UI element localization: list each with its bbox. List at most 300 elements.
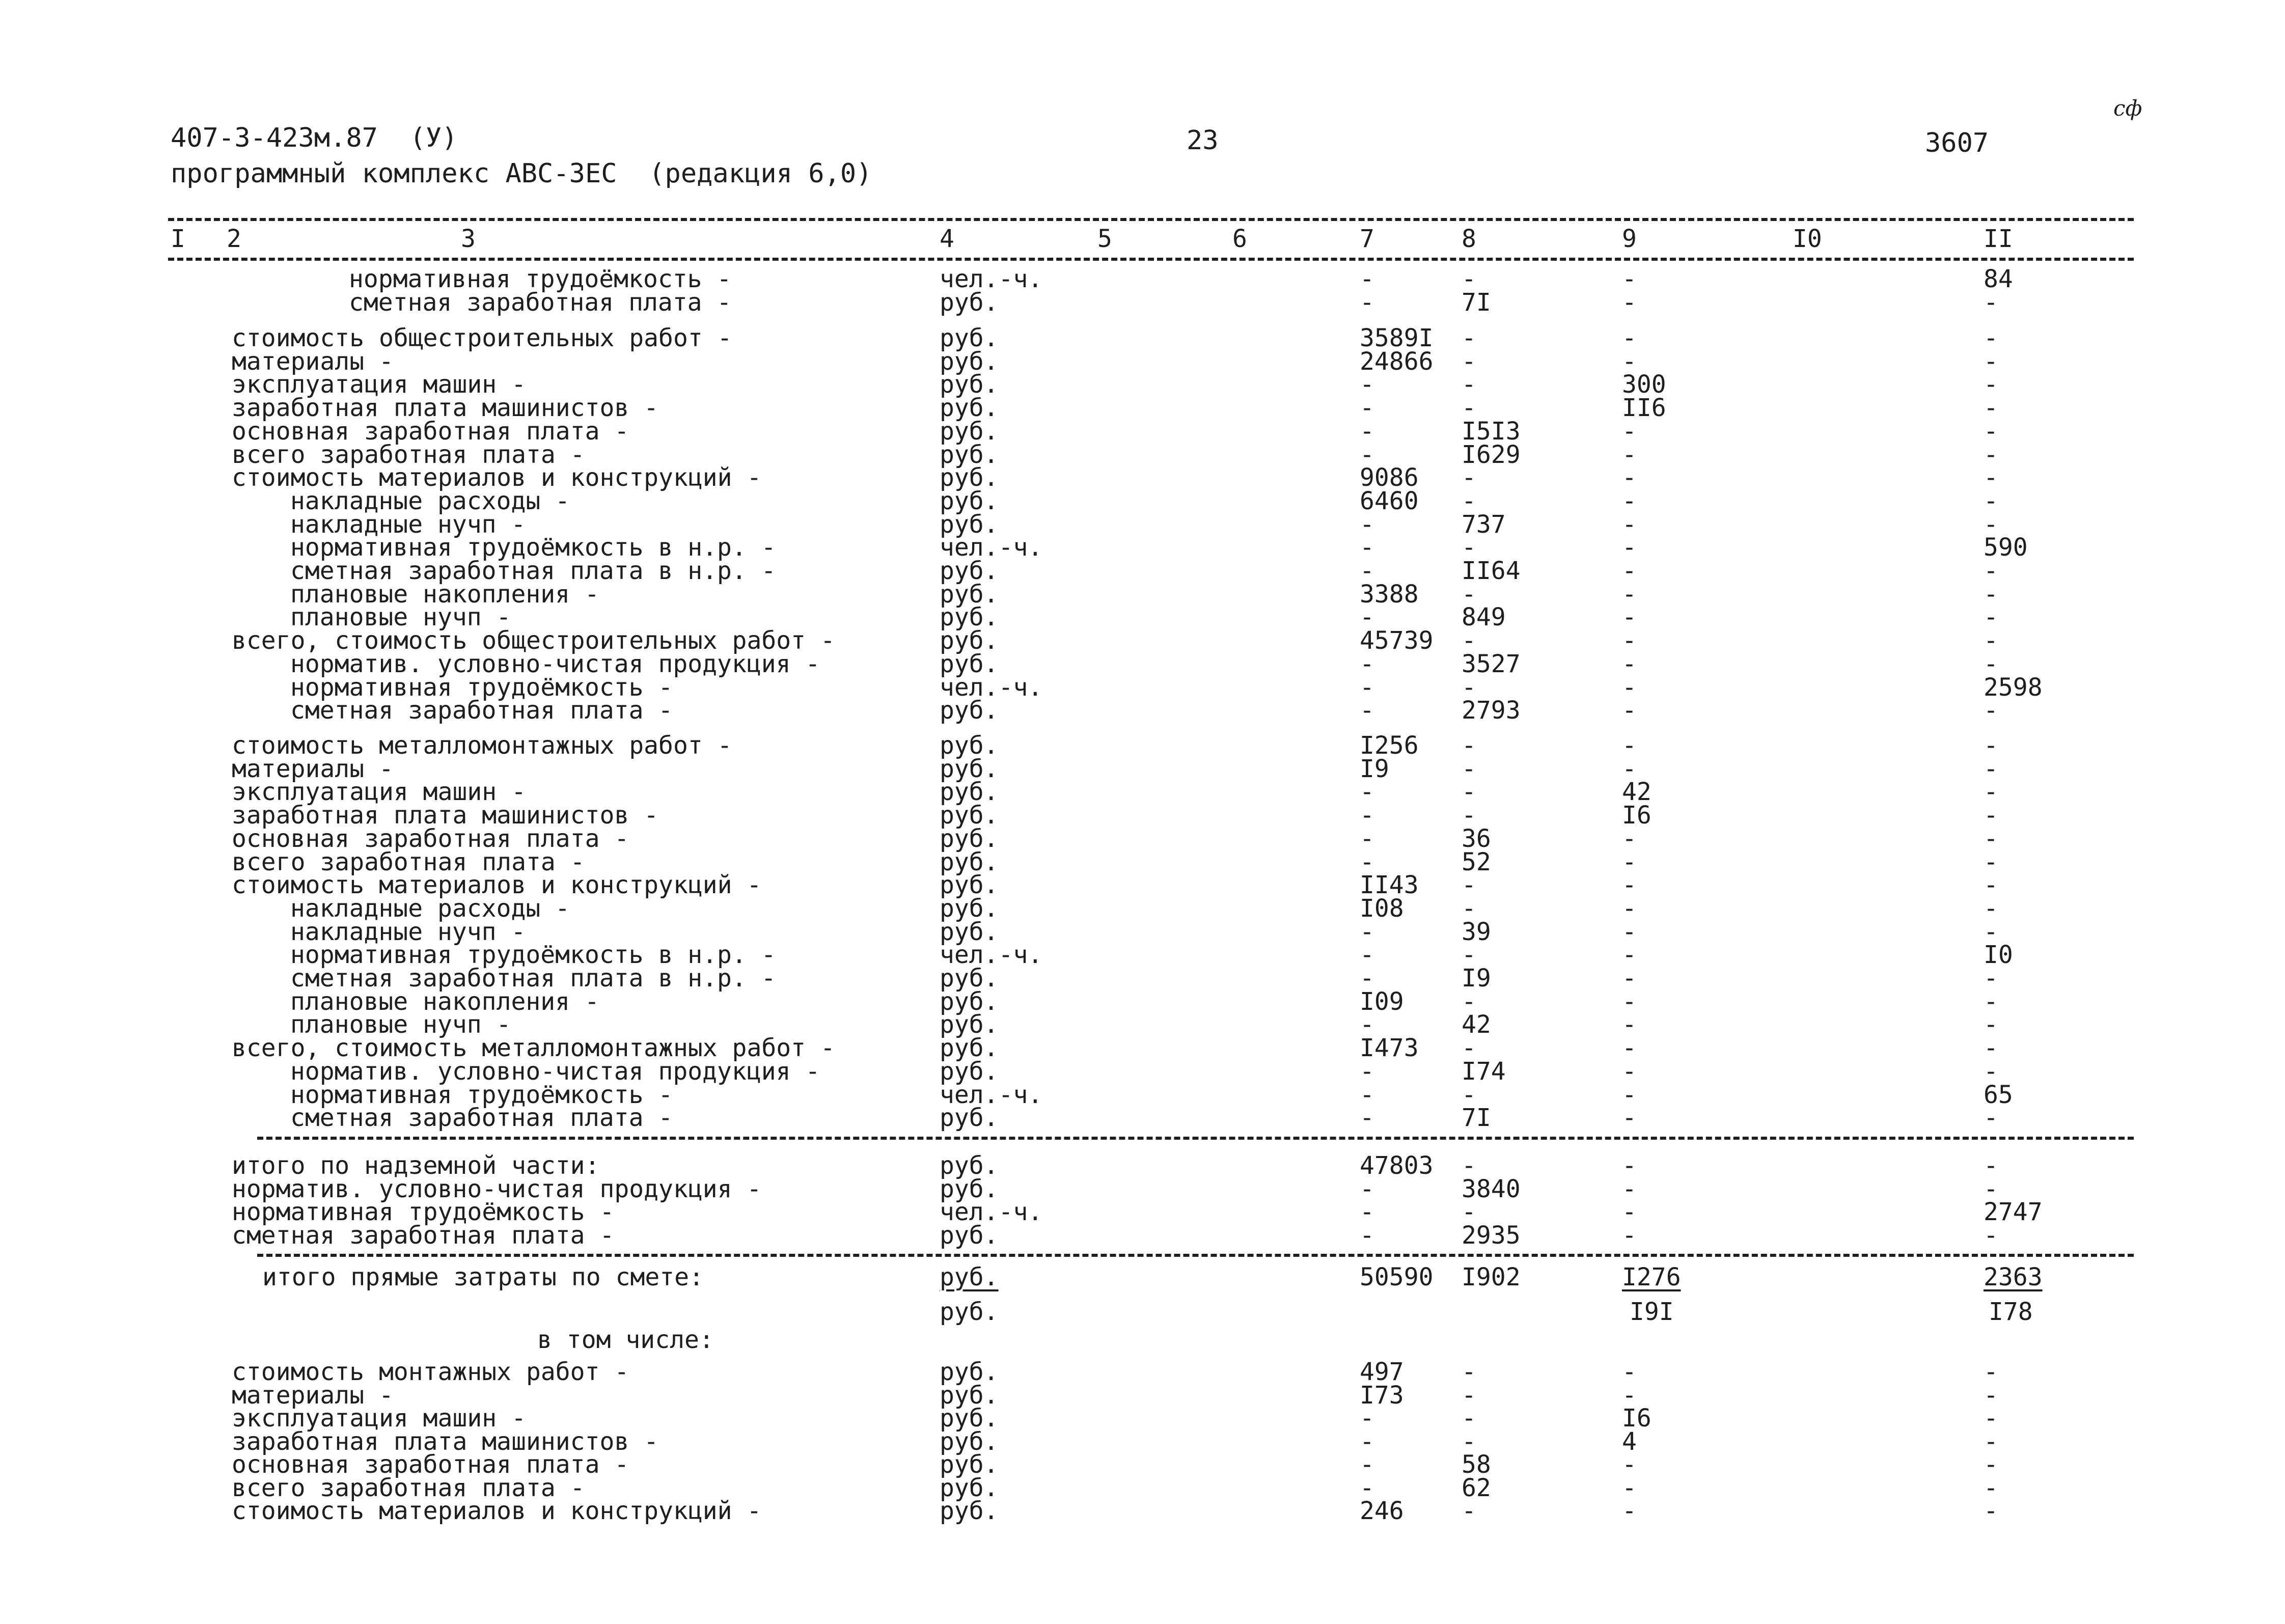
including-row-label: материалы -: [232, 1381, 394, 1410]
row-col8: 2935: [1462, 1221, 1521, 1250]
row-col9: -: [1622, 1080, 1637, 1109]
row-unit: чел.-ч.: [940, 673, 1043, 702]
row-col8: 42: [1462, 1010, 1491, 1039]
row-col8: 52: [1462, 847, 1491, 876]
including-row-col7: I73: [1360, 1381, 1404, 1410]
row-col11: -: [1984, 871, 1998, 900]
row-col7: I473: [1360, 1034, 1419, 1063]
column-number: 6: [1232, 225, 1247, 253]
row-col11: -: [1984, 964, 1998, 993]
row-col9: -: [1622, 580, 1637, 609]
row-unit: руб.: [940, 964, 999, 993]
row-col8: -: [1462, 1034, 1476, 1063]
row-label: плановые накопления -: [290, 580, 599, 609]
row-col7: -: [1360, 649, 1374, 678]
row-col9: -: [1622, 1010, 1637, 1039]
row-col11: -: [1984, 696, 1998, 725]
row-col9: -: [1622, 871, 1637, 900]
row-col8: -: [1462, 370, 1476, 399]
row-col11: -: [1984, 1104, 1998, 1133]
including-row-label: всего заработная плата -: [232, 1473, 585, 1502]
row-col9: -: [1622, 1151, 1637, 1180]
row-unit: руб.: [940, 370, 999, 399]
row-col9: -: [1622, 754, 1637, 783]
header-dashed-rule: [168, 258, 2134, 261]
row-col11: -: [1984, 626, 1998, 655]
row-col11: -: [1984, 1034, 1998, 1063]
direct-costs-col7: 50590: [1360, 1263, 1434, 1291]
row-col8: 737: [1462, 510, 1506, 539]
row-unit: руб.: [940, 1057, 999, 1086]
row-col7: I08: [1360, 894, 1404, 923]
row-col11: -: [1984, 847, 1998, 876]
row-col11: 84: [1984, 265, 2013, 293]
row-col9: -: [1622, 941, 1637, 970]
row-unit: руб.: [940, 510, 999, 539]
row-label: плановые нучп -: [290, 603, 511, 632]
row-col11: -: [1984, 1057, 1998, 1086]
row-label: эксплуатация машин -: [232, 778, 526, 807]
row-col7: 3388: [1360, 580, 1419, 609]
row-col8: -: [1462, 486, 1476, 515]
row-label: стоимость общестроительных работ -: [232, 324, 732, 352]
row-col7: 9086: [1360, 463, 1419, 492]
row-col9: -: [1622, 265, 1637, 293]
row-unit: руб.: [940, 894, 999, 923]
row-col7: I256: [1360, 731, 1419, 760]
row-label: всего, стоимость общестроительных работ -: [232, 626, 835, 655]
row-col9: -: [1622, 463, 1637, 492]
row-col11: -: [1984, 324, 1998, 352]
including-row-col8: -: [1462, 1404, 1476, 1433]
row-col7: -: [1360, 1010, 1374, 1039]
row-col11: -: [1984, 778, 1998, 807]
row-col8: I5I3: [1462, 417, 1521, 446]
row-col11: 65: [1984, 1080, 2013, 1109]
row-col9: -: [1622, 696, 1637, 725]
row-unit: руб.: [940, 580, 999, 609]
row-unit: руб.: [940, 987, 999, 1016]
direct-costs-col9-bottom: I9I: [1630, 1298, 1674, 1326]
including-label: в том числе:: [537, 1326, 714, 1354]
row-label: накладные расходы -: [290, 486, 570, 515]
row-col7: -: [1360, 1104, 1374, 1133]
row-label: основная заработная плата -: [232, 417, 629, 446]
section-dashed-rule: [257, 1137, 2134, 1140]
row-label: стоимость материалов и конструкций -: [232, 463, 762, 492]
row-label: накладные расходы -: [290, 894, 570, 923]
row-label: всего заработная плата -: [232, 440, 585, 469]
row-label: основная заработная плата -: [232, 824, 629, 853]
row-col8: 3527: [1462, 649, 1521, 678]
column-number: I0: [1793, 225, 1822, 253]
top-dashed-rule: [168, 218, 2134, 221]
including-row-unit: руб.: [940, 1497, 999, 1525]
row-label: итого по надземной части:: [232, 1151, 600, 1180]
row-unit: руб.: [940, 917, 999, 946]
row-label: нормативная трудоёмкость -: [349, 265, 732, 293]
row-label: стоимость материалов и конструкций -: [232, 871, 762, 900]
including-row-col9: -: [1622, 1450, 1637, 1479]
row-unit: руб.: [940, 847, 999, 876]
row-col9: -: [1622, 1174, 1637, 1203]
including-row-col9: I6: [1622, 1404, 1651, 1433]
row-unit: руб.: [940, 347, 999, 376]
row-col9: I6: [1622, 801, 1651, 830]
row-col7: -: [1360, 801, 1374, 830]
including-row-col8: -: [1462, 1427, 1476, 1456]
row-col9: II6: [1622, 394, 1666, 423]
row-label: всего заработная плата -: [232, 847, 585, 876]
including-row-col9: -: [1622, 1497, 1637, 1525]
row-col9: -: [1622, 557, 1637, 585]
row-col11: 2598: [1984, 673, 2043, 702]
row-col11: -: [1984, 801, 1998, 830]
row-col8: 39: [1462, 917, 1491, 946]
row-col7: -: [1360, 917, 1374, 946]
row-col7: 24866: [1360, 347, 1434, 376]
row-col9: -: [1622, 649, 1637, 678]
column-number: 2: [227, 225, 241, 253]
row-col7: -: [1360, 778, 1374, 807]
column-number: 8: [1462, 225, 1476, 253]
row-col9: -: [1622, 824, 1637, 853]
including-row-col7: 497: [1360, 1358, 1404, 1386]
row-col8: -: [1462, 533, 1476, 562]
row-col8: -: [1462, 871, 1476, 900]
including-row-col9: 4: [1622, 1427, 1637, 1456]
row-col8: -: [1462, 347, 1476, 376]
including-row-col8: 62: [1462, 1473, 1491, 1502]
row-col7: -: [1360, 394, 1374, 423]
row-col11: -: [1984, 417, 1998, 446]
row-label: заработная плата машинистов -: [232, 394, 659, 423]
row-label: всего, стоимость металломонтажных работ -: [232, 1034, 835, 1063]
row-unit: руб.: [940, 649, 999, 678]
row-label: материалы -: [232, 754, 394, 783]
row-col11: -: [1984, 557, 1998, 585]
row-label: нормативная трудоёмкость в н.р. -: [290, 533, 776, 562]
row-col7: -: [1360, 265, 1374, 293]
row-col11: 2747: [1984, 1198, 2043, 1227]
row-unit: руб.: [940, 871, 999, 900]
row-col11: -: [1984, 1174, 1998, 1203]
row-col11: -: [1984, 440, 1998, 469]
row-label: сметная заработная плата в н.р. -: [290, 557, 776, 585]
row-label: материалы -: [232, 347, 394, 376]
row-col9: -: [1622, 964, 1637, 993]
row-col7: II43: [1360, 871, 1419, 900]
including-row-col8: -: [1462, 1358, 1476, 1386]
row-col7: -: [1360, 1198, 1374, 1227]
row-unit: руб.: [940, 394, 999, 423]
row-label: нормативная трудоёмкость -: [290, 673, 673, 702]
row-label: сметная заработная плата -: [290, 696, 673, 725]
row-col9: -: [1622, 847, 1637, 876]
including-row-col9: -: [1622, 1381, 1637, 1410]
row-col9: -: [1622, 917, 1637, 946]
row-col9: -: [1622, 894, 1637, 923]
including-row-col11: -: [1984, 1381, 1998, 1410]
totals-dashed-rule: [257, 1254, 2134, 1257]
row-label: сметная заработная плата -: [290, 1104, 673, 1133]
row-unit: чел.-ч.: [940, 1080, 1043, 1109]
row-col7: -: [1360, 1174, 1374, 1203]
row-col7: -: [1360, 603, 1374, 632]
row-col7: -: [1360, 440, 1374, 469]
row-unit: руб.: [940, 696, 999, 725]
row-label: эксплуатация машин -: [232, 370, 526, 399]
row-col11: -: [1984, 894, 1998, 923]
including-row-col11: -: [1984, 1427, 1998, 1456]
row-col11: -: [1984, 824, 1998, 853]
row-col9: -: [1622, 417, 1637, 446]
row-col8: -: [1462, 731, 1476, 760]
direct-costs-col8: I902: [1462, 1263, 1521, 1291]
including-row-col11: -: [1984, 1450, 1998, 1479]
row-unit: руб.: [940, 1010, 999, 1039]
row-label: плановые нучп -: [290, 1010, 511, 1039]
column-number: I: [171, 225, 185, 253]
including-row-col7: -: [1360, 1473, 1374, 1502]
row-label: нормативная трудоёмкость -: [290, 1080, 673, 1109]
row-col11: -: [1984, 1221, 1998, 1250]
row-col11: -: [1984, 754, 1998, 783]
including-row-unit: руб.: [940, 1450, 999, 1479]
row-unit: чел.-ч.: [940, 533, 1043, 562]
row-col8: -: [1462, 265, 1476, 293]
row-unit: руб.: [940, 1174, 999, 1203]
column-number: 5: [1097, 225, 1112, 253]
row-col8: I629: [1462, 440, 1521, 469]
row-label: нормативная трудоёмкость -: [232, 1198, 615, 1227]
row-unit: руб.: [940, 463, 999, 492]
row-col8: -: [1462, 941, 1476, 970]
including-row-col8: 58: [1462, 1450, 1491, 1479]
including-row-unit: руб.: [940, 1358, 999, 1386]
direct-costs-col9-top: I276: [1622, 1263, 1681, 1291]
row-col11: -: [1984, 603, 1998, 632]
row-label: норматив. условно-чистая продукция -: [232, 1174, 762, 1203]
row-label: норматив. условно-чистая продукция -: [290, 649, 820, 678]
row-col9: -: [1622, 1198, 1637, 1227]
row-col7: -: [1360, 533, 1374, 562]
row-unit: руб.: [940, 603, 999, 632]
direct-costs-label: итого прямые затраты по смете:: [262, 1263, 704, 1291]
including-row-label: эксплуатация машин -: [232, 1404, 526, 1433]
row-col8: 7I: [1462, 1104, 1491, 1133]
row-col11: -: [1984, 370, 1998, 399]
row-label: накладные нучп -: [290, 510, 526, 539]
direct-costs-col11-top: 2363: [1984, 1263, 2043, 1291]
row-unit: руб.: [940, 1151, 999, 1180]
page-number: 23: [1187, 125, 1219, 156]
row-label: сметная заработная плата -: [232, 1221, 615, 1250]
row-col9: 42: [1622, 778, 1651, 807]
row-col8: 36: [1462, 824, 1491, 853]
row-col7: -: [1360, 557, 1374, 585]
row-label: нормативная трудоёмкость в н.р. -: [290, 941, 776, 970]
row-unit: руб.: [940, 731, 999, 760]
including-row-unit: руб.: [940, 1473, 999, 1502]
row-col9: -: [1622, 440, 1637, 469]
row-col8: -: [1462, 580, 1476, 609]
row-col11: -: [1984, 394, 1998, 423]
row-col11: -: [1984, 731, 1998, 760]
program-line: программный комплекс АВС-ЗЕС (редакция 6,0): [171, 158, 872, 189]
row-col8: -: [1462, 324, 1476, 352]
row-col9: -: [1622, 987, 1637, 1016]
row-col11: -: [1984, 288, 1998, 317]
row-col9: -: [1622, 1034, 1637, 1063]
row-unit: руб.: [940, 778, 999, 807]
including-row-unit: руб.: [940, 1404, 999, 1433]
including-row-col11: -: [1984, 1473, 1998, 1502]
row-col9: -: [1622, 510, 1637, 539]
row-col7: -: [1360, 673, 1374, 702]
row-col7: -: [1360, 847, 1374, 876]
corner-mark: сф: [2113, 96, 2142, 121]
column-number: II: [1984, 225, 2013, 253]
including-row-col9: -: [1622, 1358, 1637, 1386]
row-col8: -: [1462, 801, 1476, 830]
sheet-number: 3607: [1925, 128, 1989, 158]
row-unit: руб.: [940, 824, 999, 853]
row-col7: -: [1360, 941, 1374, 970]
row-col7: -: [1360, 417, 1374, 446]
row-col7: -: [1360, 288, 1374, 317]
column-number: 7: [1360, 225, 1374, 253]
row-col9: -: [1622, 603, 1637, 632]
direct-costs-col11-bottom: I78: [1989, 1298, 2033, 1326]
row-col7: -: [1360, 510, 1374, 539]
row-col9: -: [1622, 324, 1637, 352]
row-col9: -: [1622, 347, 1637, 376]
row-col7: 45739: [1360, 626, 1434, 655]
doc-code: 407-3-423м.87 (У): [171, 123, 458, 153]
row-label: норматив. условно-чистая продукция -: [290, 1057, 820, 1086]
row-col11: -: [1984, 486, 1998, 515]
row-col8: -: [1462, 778, 1476, 807]
row-col7: -: [1360, 370, 1374, 399]
row-unit: руб.: [940, 1104, 999, 1133]
row-col8: I74: [1462, 1057, 1506, 1086]
including-row-col7: 246: [1360, 1497, 1404, 1525]
row-col11: -: [1984, 1151, 1998, 1180]
row-unit: руб.: [940, 417, 999, 446]
including-row-unit: руб.: [940, 1381, 999, 1410]
including-row-col7: -: [1360, 1427, 1374, 1456]
column-number: 4: [940, 225, 954, 253]
row-col11: -: [1984, 987, 1998, 1016]
row-col9: -: [1622, 731, 1637, 760]
row-col11: -: [1984, 580, 1998, 609]
row-col8: -: [1462, 1080, 1476, 1109]
row-col8: 7I: [1462, 288, 1491, 317]
row-col11: -: [1984, 510, 1998, 539]
row-unit: руб.: [940, 626, 999, 655]
column-number: 3: [461, 225, 476, 253]
row-unit: руб.: [940, 557, 999, 585]
row-unit: руб.: [940, 801, 999, 830]
including-row-label: стоимость монтажных работ -: [232, 1358, 629, 1386]
including-row-label: основная заработная плата -: [232, 1450, 629, 1479]
row-unit: руб.: [940, 754, 999, 783]
row-col7: -: [1360, 824, 1374, 853]
row-col8: -: [1462, 1198, 1476, 1227]
row-col7: I09: [1360, 987, 1404, 1016]
row-col9: -: [1622, 533, 1637, 562]
row-col8: 849: [1462, 603, 1506, 632]
row-col7: -: [1360, 1221, 1374, 1250]
direct-costs-unit-2: руб.: [940, 1298, 999, 1326]
row-col7: -: [1360, 1080, 1374, 1109]
row-col11: 590: [1984, 533, 2028, 562]
including-row-col11: -: [1984, 1358, 1998, 1386]
row-label: плановые накопления -: [290, 987, 599, 1016]
row-label: накладные нучп -: [290, 917, 526, 946]
row-unit: руб.: [940, 1221, 999, 1250]
row-col8: 2793: [1462, 696, 1521, 725]
including-row-col8: -: [1462, 1381, 1476, 1410]
row-col7: 3589I: [1360, 324, 1434, 352]
row-col9: -: [1622, 288, 1637, 317]
row-label: заработная плата машинистов -: [232, 801, 659, 830]
row-col7: 47803: [1360, 1151, 1434, 1180]
row-unit: руб.: [940, 1034, 999, 1063]
row-unit: руб.: [940, 288, 999, 317]
row-unit: чел.-ч.: [940, 265, 1043, 293]
row-col7: -: [1360, 964, 1374, 993]
row-col7: -: [1360, 696, 1374, 725]
row-col8: -: [1462, 1151, 1476, 1180]
row-unit: руб.: [940, 440, 999, 469]
row-col9: -: [1622, 486, 1637, 515]
row-label: сметная заработная плата -: [349, 288, 732, 317]
row-col9: -: [1622, 1104, 1637, 1133]
row-col8: -: [1462, 394, 1476, 423]
row-col8: I9: [1462, 964, 1491, 993]
row-col11: -: [1984, 1010, 1998, 1039]
row-col11: -: [1984, 463, 1998, 492]
row-col8: -: [1462, 673, 1476, 702]
including-row-col8: -: [1462, 1497, 1476, 1525]
row-col8: -: [1462, 987, 1476, 1016]
row-col8: -: [1462, 463, 1476, 492]
row-col11: -: [1984, 917, 1998, 946]
including-row-col11: -: [1984, 1404, 1998, 1433]
including-row-col9: -: [1622, 1473, 1637, 1502]
row-col7: -: [1360, 1057, 1374, 1086]
row-col9: -: [1622, 1057, 1637, 1086]
row-col9: 300: [1622, 370, 1666, 399]
row-unit: руб.: [940, 486, 999, 515]
row-unit: руб.: [940, 324, 999, 352]
column-number: 9: [1622, 225, 1637, 253]
row-label: стоимость металломонтажных работ -: [232, 731, 732, 760]
including-row-col7: -: [1360, 1404, 1374, 1433]
row-col9: -: [1622, 1221, 1637, 1250]
including-row-label: заработная плата машинистов -: [232, 1427, 659, 1456]
row-col8: II64: [1462, 557, 1521, 585]
direct-costs-unit: руб.: [940, 1263, 999, 1291]
row-col11: -: [1984, 347, 1998, 376]
row-col8: -: [1462, 626, 1476, 655]
including-row-col7: -: [1360, 1450, 1374, 1479]
row-label: сметная заработная плата в н.р. -: [290, 964, 776, 993]
row-col11: -: [1984, 649, 1998, 678]
including-row-col11: -: [1984, 1497, 1998, 1525]
